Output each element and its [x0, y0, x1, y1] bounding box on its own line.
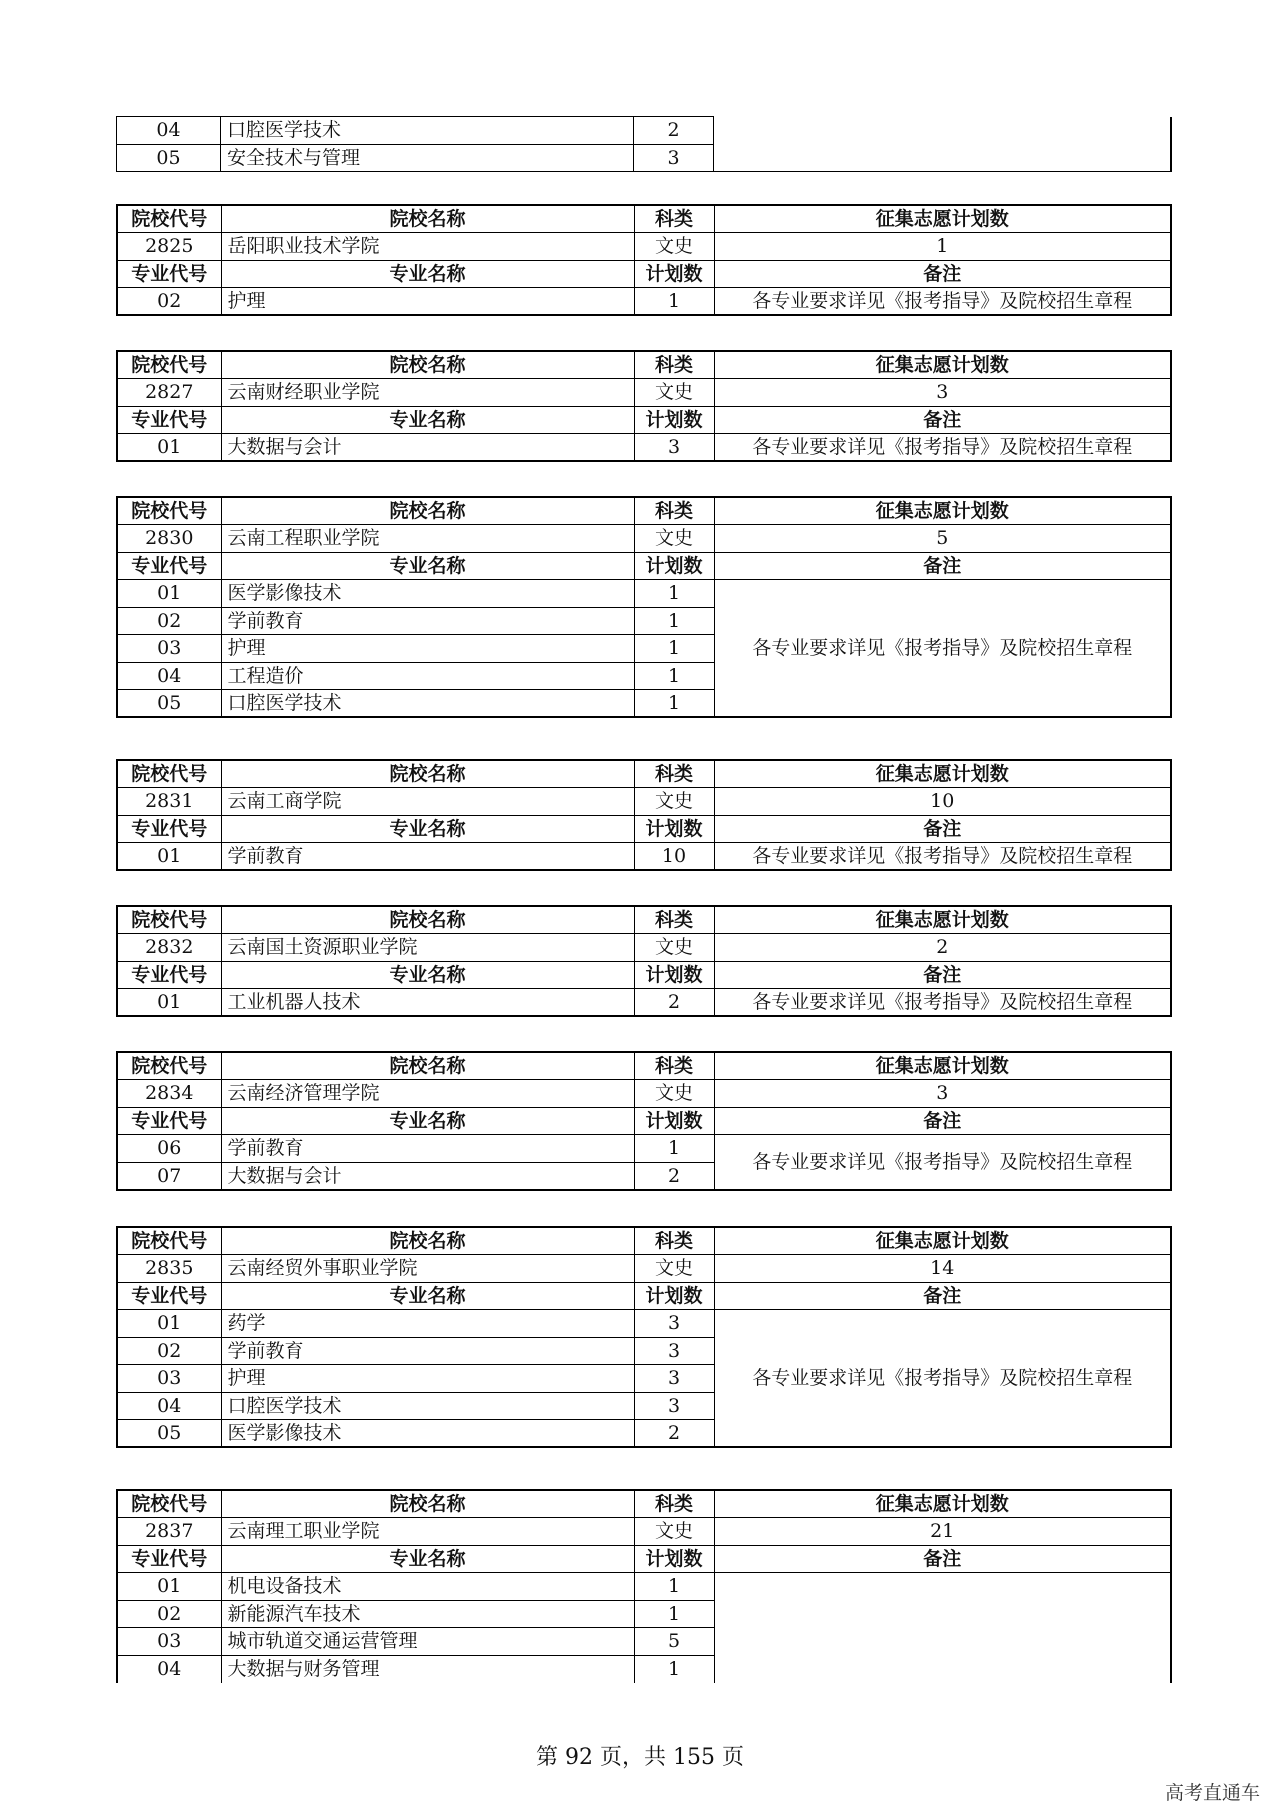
school-plan-total: 2 — [714, 934, 1171, 962]
major-plan: 3 — [634, 1310, 714, 1338]
table-row — [117, 288, 1171, 316]
major-name: 学前教育 — [221, 1337, 634, 1365]
page-footer: 第 92 页，共 155 页 — [536, 1745, 744, 1770]
school-header-row — [117, 497, 1171, 525]
remark-text: 各专业要求详见《报考指导》及院校招生章程 — [714, 1310, 1171, 1448]
header-school-name: 院校名称 — [221, 1227, 634, 1255]
school-header-row — [117, 205, 1171, 233]
school-table-block — [116, 496, 1170, 718]
watermark-text: 高考直通车 — [1164, 1782, 1260, 1804]
carryover-table-block — [116, 116, 1170, 172]
major-code: 05 — [117, 144, 221, 172]
school-table-block — [116, 204, 1170, 316]
header-major-name: 专业名称 — [221, 1107, 634, 1135]
school-name: 岳阳职业技术学院 — [221, 233, 634, 261]
major-header-row — [117, 552, 1171, 580]
school-info-row — [117, 788, 1171, 816]
school-code: 2835 — [117, 1255, 221, 1283]
remark-cell-empty — [714, 117, 1171, 172]
major-name: 医学影像技术 — [221, 580, 634, 608]
header-plan: 计划数 — [634, 260, 714, 288]
school-table — [116, 1051, 1172, 1191]
major-code: 04 — [117, 1655, 221, 1683]
header-school-name: 院校名称 — [221, 1052, 634, 1080]
major-plan: 1 — [634, 1573, 714, 1601]
header-major-name: 专业名称 — [221, 961, 634, 989]
major-plan: 10 — [634, 843, 714, 871]
major-name: 医学影像技术 — [221, 1420, 634, 1448]
header-major-name: 专业名称 — [221, 552, 634, 580]
school-table-block — [116, 350, 1170, 462]
header-category: 科类 — [634, 351, 714, 379]
header-school-name: 院校名称 — [221, 351, 634, 379]
major-code: 04 — [117, 1392, 221, 1420]
header-remark: 备注 — [714, 260, 1171, 288]
header-major-code: 专业代号 — [117, 406, 221, 434]
header-major-code: 专业代号 — [117, 552, 221, 580]
school-header-row — [117, 351, 1171, 379]
header-school-code: 院校代号 — [117, 906, 221, 934]
school-header-row — [117, 906, 1171, 934]
major-plan: 1 — [634, 1600, 714, 1628]
school-plan-total: 1 — [714, 233, 1171, 261]
school-name: 云南经济管理学院 — [221, 1080, 634, 1108]
school-name: 云南工商学院 — [221, 788, 634, 816]
table-row — [117, 434, 1171, 462]
header-major-name: 专业名称 — [221, 406, 634, 434]
major-plan: 2 — [634, 989, 714, 1017]
major-name: 机电设备技术 — [221, 1573, 634, 1601]
remark-text: 各专业要求详见《报考指导》及院校招生章程 — [714, 288, 1171, 316]
major-plan: 1 — [634, 690, 714, 718]
school-plan-total: 3 — [714, 1080, 1171, 1108]
school-name: 云南国土资源职业学院 — [221, 934, 634, 962]
major-name: 安全技术与管理 — [221, 144, 634, 172]
school-header-row — [117, 1052, 1171, 1080]
school-table — [116, 759, 1172, 871]
header-remark: 备注 — [714, 552, 1171, 580]
school-name: 云南经贸外事职业学院 — [221, 1255, 634, 1283]
remark-text: 各专业要求详见《报考指导》及院校招生章程 — [714, 434, 1171, 462]
major-plan: 3 — [634, 434, 714, 462]
major-name: 口腔医学技术 — [221, 1392, 634, 1420]
major-code: 05 — [117, 690, 221, 718]
major-name: 城市轨道交通运营管理 — [221, 1628, 634, 1656]
major-code: 05 — [117, 1420, 221, 1448]
major-name: 大数据与财务管理 — [221, 1655, 634, 1683]
school-header-row — [117, 1490, 1171, 1518]
header-school-code: 院校代号 — [117, 497, 221, 525]
header-category: 科类 — [634, 760, 714, 788]
major-header-row — [117, 961, 1171, 989]
major-name: 大数据与会计 — [221, 434, 634, 462]
school-info-row — [117, 379, 1171, 407]
major-code: 03 — [117, 1365, 221, 1393]
school-category: 文史 — [634, 525, 714, 553]
school-code: 2830 — [117, 525, 221, 553]
major-code: 02 — [117, 607, 221, 635]
remark-text: 各专业要求详见《报考指导》及院校招生章程 — [714, 580, 1171, 718]
header-remark: 备注 — [714, 815, 1171, 843]
header-plan-total: 征集志愿计划数 — [714, 1052, 1171, 1080]
school-plan-total: 3 — [714, 379, 1171, 407]
header-remark: 备注 — [714, 1282, 1171, 1310]
header-plan-total: 征集志愿计划数 — [714, 1490, 1171, 1518]
major-code: 04 — [117, 117, 221, 145]
school-info-row — [117, 1518, 1171, 1546]
major-name: 学前教育 — [221, 843, 634, 871]
school-name: 云南理工职业学院 — [221, 1518, 634, 1546]
major-name: 护理 — [221, 288, 634, 316]
header-school-code: 院校代号 — [117, 1052, 221, 1080]
header-category: 科类 — [634, 1490, 714, 1518]
school-plan-total: 21 — [714, 1518, 1171, 1546]
header-major-code: 专业代号 — [117, 1545, 221, 1573]
major-plan: 2 — [634, 1420, 714, 1448]
major-code: 01 — [117, 580, 221, 608]
header-major-name: 专业名称 — [221, 1545, 634, 1573]
header-plan-total: 征集志愿计划数 — [714, 351, 1171, 379]
remark-text: 各专业要求详见《报考指导》及院校招生章程 — [714, 1135, 1171, 1190]
school-code: 2832 — [117, 934, 221, 962]
major-plan: 1 — [634, 580, 714, 608]
major-header-row — [117, 406, 1171, 434]
major-name: 学前教育 — [221, 607, 634, 635]
major-name: 护理 — [221, 635, 634, 663]
header-school-name: 院校名称 — [221, 205, 634, 233]
school-code: 2831 — [117, 788, 221, 816]
major-plan: 3 — [634, 1365, 714, 1393]
table-row — [117, 580, 1171, 608]
school-table-block — [116, 1051, 1170, 1191]
major-code: 07 — [117, 1162, 221, 1190]
remark-cell-empty — [714, 1573, 1171, 1683]
major-plan: 1 — [634, 1655, 714, 1683]
major-plan: 3 — [634, 144, 714, 172]
major-plan: 3 — [634, 1337, 714, 1365]
school-name: 云南工程职业学院 — [221, 525, 634, 553]
major-plan: 1 — [634, 288, 714, 316]
header-category: 科类 — [634, 1227, 714, 1255]
school-plan-total: 10 — [714, 788, 1171, 816]
table-row — [117, 1135, 1171, 1163]
remark-text: 各专业要求详见《报考指导》及院校招生章程 — [714, 843, 1171, 871]
school-name: 云南财经职业学院 — [221, 379, 634, 407]
header-remark: 备注 — [714, 1545, 1171, 1573]
header-plan: 计划数 — [634, 1282, 714, 1310]
major-code: 01 — [117, 843, 221, 871]
table-row — [117, 1310, 1171, 1338]
header-major-code: 专业代号 — [117, 961, 221, 989]
major-code: 02 — [117, 1600, 221, 1628]
header-major-code: 专业代号 — [117, 815, 221, 843]
major-code: 01 — [117, 989, 221, 1017]
major-code: 01 — [117, 1573, 221, 1601]
school-info-row — [117, 1255, 1171, 1283]
school-header-row — [117, 760, 1171, 788]
school-table — [116, 496, 1172, 718]
header-school-code: 院校代号 — [117, 760, 221, 788]
major-code: 01 — [117, 1310, 221, 1338]
school-category: 文史 — [634, 233, 714, 261]
school-category: 文史 — [634, 934, 714, 962]
header-major-code: 专业代号 — [117, 260, 221, 288]
major-code: 03 — [117, 635, 221, 663]
header-plan: 计划数 — [634, 815, 714, 843]
header-school-name: 院校名称 — [221, 760, 634, 788]
major-name: 工业机器人技术 — [221, 989, 634, 1017]
header-plan: 计划数 — [634, 1107, 714, 1135]
school-table-block — [116, 905, 1170, 1017]
school-plan-total: 14 — [714, 1255, 1171, 1283]
major-code: 01 — [117, 434, 221, 462]
school-code: 2827 — [117, 379, 221, 407]
header-category: 科类 — [634, 205, 714, 233]
header-plan: 计划数 — [634, 1545, 714, 1573]
school-info-row — [117, 1080, 1171, 1108]
school-code: 2825 — [117, 233, 221, 261]
major-header-row — [117, 1107, 1171, 1135]
major-plan: 1 — [634, 635, 714, 663]
school-code: 2837 — [117, 1518, 221, 1546]
major-header-row — [117, 1545, 1171, 1573]
header-major-name: 专业名称 — [221, 1282, 634, 1310]
school-code: 2834 — [117, 1080, 221, 1108]
major-code: 06 — [117, 1135, 221, 1163]
header-school-name: 院校名称 — [221, 906, 634, 934]
remark-text: 各专业要求详见《报考指导》及院校招生章程 — [714, 989, 1171, 1017]
major-plan: 1 — [634, 1135, 714, 1163]
header-category: 科类 — [634, 1052, 714, 1080]
major-plan: 3 — [634, 1392, 714, 1420]
header-plan-total: 征集志愿计划数 — [714, 497, 1171, 525]
major-plan: 2 — [634, 1162, 714, 1190]
school-info-row — [117, 525, 1171, 553]
header-school-code: 院校代号 — [117, 1227, 221, 1255]
major-header-row — [117, 1282, 1171, 1310]
school-header-row — [117, 1227, 1171, 1255]
header-plan: 计划数 — [634, 406, 714, 434]
major-plan: 2 — [634, 117, 714, 145]
school-table-block — [116, 1489, 1170, 1683]
school-category: 文史 — [634, 1255, 714, 1283]
header-plan: 计划数 — [634, 961, 714, 989]
major-name: 工程造价 — [221, 662, 634, 690]
header-plan: 计划数 — [634, 552, 714, 580]
major-code: 03 — [117, 1628, 221, 1656]
school-table-block — [116, 1226, 1170, 1448]
table-row — [117, 843, 1171, 871]
school-table — [116, 1226, 1172, 1448]
school-category: 文史 — [634, 1080, 714, 1108]
major-name: 新能源汽车技术 — [221, 1600, 634, 1628]
header-major-name: 专业名称 — [221, 815, 634, 843]
major-plan: 1 — [634, 607, 714, 635]
school-category: 文史 — [634, 788, 714, 816]
header-remark: 备注 — [714, 961, 1171, 989]
table-row — [117, 989, 1171, 1017]
header-school-name: 院校名称 — [221, 1490, 634, 1518]
header-plan-total: 征集志愿计划数 — [714, 906, 1171, 934]
header-remark: 备注 — [714, 1107, 1171, 1135]
school-plan-total: 5 — [714, 525, 1171, 553]
major-name: 护理 — [221, 1365, 634, 1393]
header-major-code: 专业代号 — [117, 1282, 221, 1310]
school-table — [116, 350, 1172, 462]
table-row — [117, 1573, 1171, 1601]
school-category: 文史 — [634, 379, 714, 407]
major-name: 口腔医学技术 — [221, 117, 634, 145]
major-plan: 1 — [634, 662, 714, 690]
major-header-row — [117, 260, 1171, 288]
school-table — [116, 1489, 1172, 1683]
school-info-row — [117, 233, 1171, 261]
header-major-code: 专业代号 — [117, 1107, 221, 1135]
header-remark: 备注 — [714, 406, 1171, 434]
school-table — [116, 905, 1172, 1017]
header-plan-total: 征集志愿计划数 — [714, 760, 1171, 788]
major-name: 口腔医学技术 — [221, 690, 634, 718]
header-school-code: 院校代号 — [117, 351, 221, 379]
table-row — [117, 117, 1171, 145]
header-school-name: 院校名称 — [221, 497, 634, 525]
major-name: 药学 — [221, 1310, 634, 1338]
header-major-name: 专业名称 — [221, 260, 634, 288]
header-category: 科类 — [634, 497, 714, 525]
header-school-code: 院校代号 — [117, 205, 221, 233]
school-info-row — [117, 934, 1171, 962]
school-table-block — [116, 759, 1170, 871]
header-plan-total: 征集志愿计划数 — [714, 1227, 1171, 1255]
major-name: 学前教育 — [221, 1135, 634, 1163]
carryover-table — [116, 116, 1172, 172]
major-code: 02 — [117, 1337, 221, 1365]
school-table — [116, 204, 1172, 316]
major-code: 02 — [117, 288, 221, 316]
header-plan-total: 征集志愿计划数 — [714, 205, 1171, 233]
major-name: 大数据与会计 — [221, 1162, 634, 1190]
major-plan: 5 — [634, 1628, 714, 1656]
school-category: 文史 — [634, 1518, 714, 1546]
header-school-code: 院校代号 — [117, 1490, 221, 1518]
header-category: 科类 — [634, 906, 714, 934]
major-header-row — [117, 815, 1171, 843]
major-code: 04 — [117, 662, 221, 690]
